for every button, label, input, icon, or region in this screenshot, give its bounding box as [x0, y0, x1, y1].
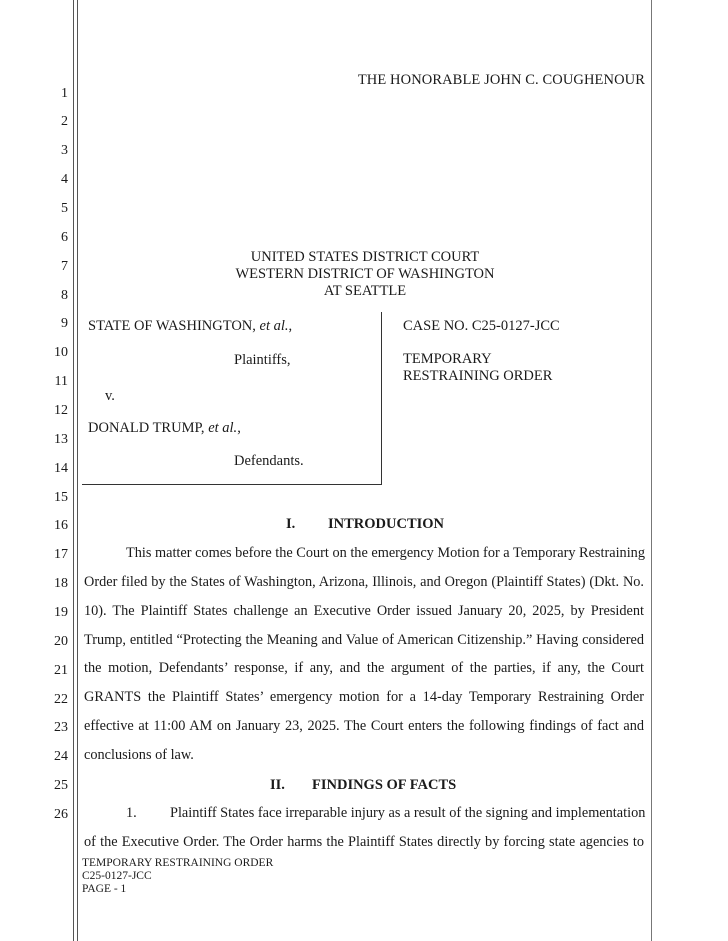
section-heading-findings — [270, 777, 456, 794]
document-title — [403, 351, 552, 385]
caption-divider-vertical — [381, 312, 382, 484]
line-number: 7 — [61, 259, 68, 274]
line-number: 25 — [54, 778, 68, 793]
versus-label: v. — [105, 388, 115, 404]
line-number: 3 — [61, 143, 68, 158]
plaintiff-name: STATE OF WASHINGTON, — [88, 318, 260, 334]
case-number: CASE NO. C25-0127-JCC — [403, 318, 560, 334]
paragraph-line: Plaintiff States face irreparable injury as a result of the signing and implementation — [170, 805, 646, 821]
line-number: 11 — [54, 374, 68, 389]
judge-name: THE HONORABLE JOHN C. COUGHENOUR — [357, 72, 645, 88]
court-header — [160, 249, 570, 300]
line-number: 2 — [61, 114, 68, 129]
defendant-suffix: , — [237, 420, 241, 436]
line-number: 8 — [61, 288, 68, 303]
page-footer — [82, 857, 273, 896]
line-number: 4 — [61, 172, 68, 187]
section-heading-introduction — [286, 516, 444, 533]
paragraph-line: Trump, entitled “Protecting the Meaning and Value of American Citizenship.” Having considered — [84, 632, 644, 648]
paragraph-line: the motion, Defendants’ response, if any, and the argument of the parties, if any, the Court — [84, 660, 644, 676]
footer-title: TEMPORARY RESTRAINING ORDER — [82, 857, 274, 869]
paragraph-line: effective at 11:00 AM on January 23, 2025. The Court enters the following findings of fact and — [84, 718, 644, 734]
section-number: II. — [270, 777, 285, 793]
plaintiffs-label: Plaintiffs, — [234, 352, 291, 368]
paragraph-line: GRANTS the Plaintiff States’ emergency motion for a 14-day Temporary Restraining Order — [84, 689, 644, 705]
line-number: 12 — [54, 403, 68, 418]
line-number: 17 — [54, 547, 68, 562]
paragraph-line: Order filed by the States of Washington, Arizona, Illinois, and Oregon (Plaintiff States) (Dkt. No. — [84, 574, 644, 590]
section-title: FINDINGS OF FACTS — [312, 777, 457, 793]
line-number: 14 — [54, 461, 68, 476]
defendant-party — [88, 420, 241, 437]
footer-case-number: C25-0127-JCC — [82, 870, 152, 882]
line-number: 16 — [54, 518, 68, 533]
line-number: 13 — [54, 432, 68, 447]
line-number: 1 — [61, 86, 68, 101]
line-number: 9 — [61, 316, 68, 331]
defendant-name: DONALD TRUMP, — [88, 420, 209, 436]
section-number: I. — [286, 516, 296, 532]
line-number: 6 — [61, 230, 68, 245]
defendants-label: Defendants. — [234, 453, 304, 469]
paragraph-line: 10). The Plaintiff States challenge an Executive Order issued January 20, 2025, by President — [84, 603, 644, 619]
caption-divider-horizontal — [82, 484, 382, 485]
plaintiff-party — [88, 318, 292, 335]
document-title-line1: TEMPORARY — [403, 351, 492, 367]
right-margin-rule — [651, 0, 652, 941]
paragraph-line: This matter comes before the Court on the emergency Motion for a Temporary Restraining — [126, 545, 645, 561]
line-number: 15 — [54, 490, 68, 505]
court-district: WESTERN DISTRICT OF WASHINGTON — [235, 266, 495, 282]
paragraph-line: conclusions of law. — [84, 747, 194, 763]
left-margin-rule-inner — [77, 0, 78, 941]
line-number: 20 — [54, 634, 68, 649]
line-number: 26 — [54, 807, 68, 822]
defendant-etal: et al. — [208, 420, 238, 436]
line-number: 18 — [54, 576, 68, 591]
paragraph-number: 1. — [126, 805, 137, 821]
line-number: 10 — [54, 345, 68, 360]
paragraph-line: of the Executive Order. The Order harms the Plaintiff States directly by forcing state agencies to — [84, 834, 644, 850]
line-number: 5 — [61, 201, 68, 216]
line-number: 21 — [54, 663, 68, 678]
section-title: INTRODUCTION — [328, 516, 445, 532]
line-number: 19 — [54, 605, 68, 620]
court-name: UNITED STATES DISTRICT COURT — [250, 249, 480, 265]
line-number: 24 — [54, 749, 68, 764]
document-title-line2: RESTRAINING ORDER — [403, 368, 553, 384]
plaintiff-etal: et al. — [259, 318, 289, 334]
plaintiff-suffix: , — [288, 318, 293, 334]
left-margin-rule — [73, 0, 74, 941]
line-number: 22 — [54, 692, 68, 707]
court-location: AT SEATTLE — [323, 283, 407, 299]
footer-page-number: PAGE - 1 — [82, 883, 127, 895]
line-number: 23 — [54, 720, 68, 735]
